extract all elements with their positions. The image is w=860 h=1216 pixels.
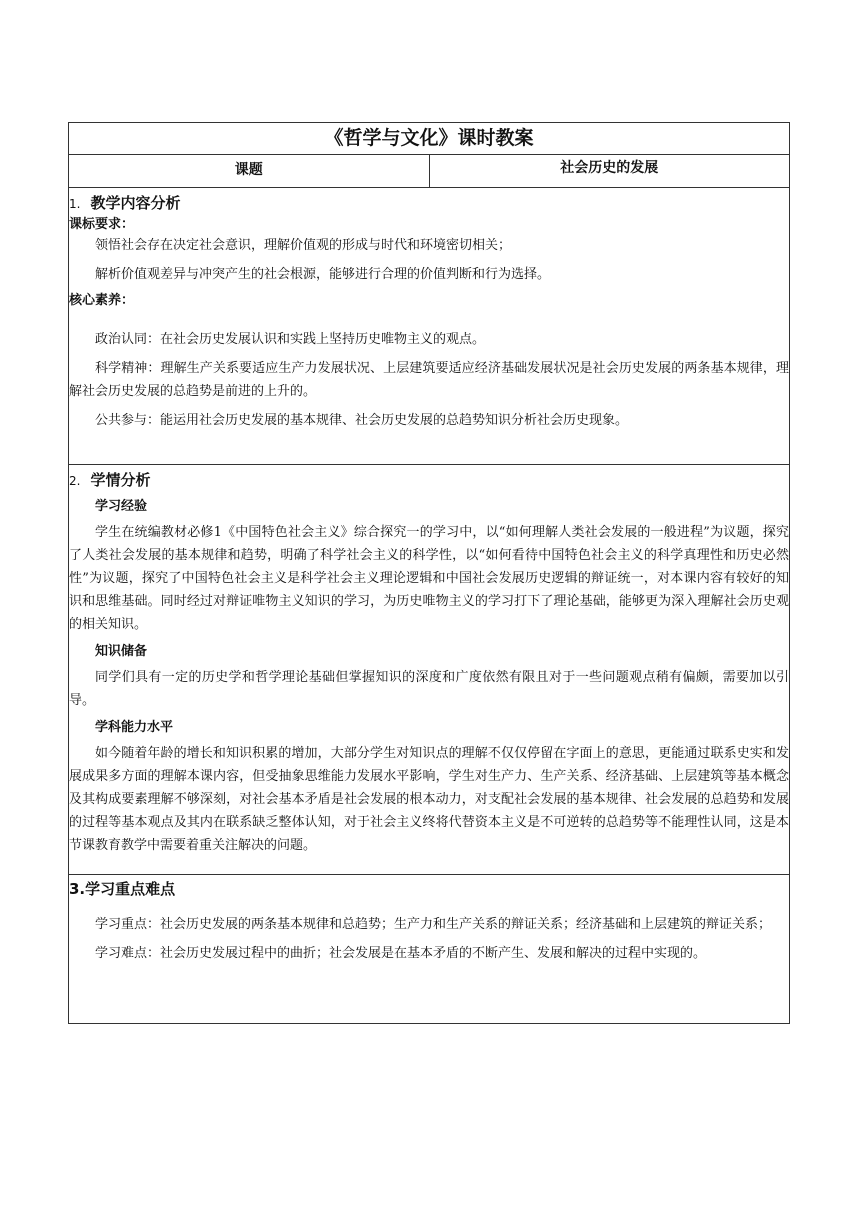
knowledge-text: 同学们具有一定的历史学和哲学理论基础但掌握知识的深度和广度依然有限且对于一些问题观点稍有偏颇，需要加以引导。	[69, 670, 789, 708]
section-heading	[69, 193, 789, 214]
section-number: 2.	[69, 474, 81, 488]
literacy-item: 科学精神：理解生产关系要适应生产力发展状况、上层建筑要适应经济基础发展状况是社会历史发展的两条基本规律，理解社会历史发展的总趋势是前进的上升的。	[69, 361, 789, 399]
key-points-text: 学习重点：社会历史发展的两条基本规律和总趋势；生产力和生产关系的辩证关系；经济基础和上层建筑的辩证关系；	[95, 917, 772, 932]
section-title: 学情分析	[90, 471, 151, 489]
section-student-analysis	[69, 465, 790, 875]
lesson-plan-table	[68, 122, 790, 1024]
standards-label: 课标要求：	[69, 217, 135, 232]
difficulty-text: 学习难点：社会历史发展过程中的曲折；社会发展是在基本矛盾的不断产生、发展和解决的过程中实现的。	[95, 946, 707, 961]
literacy-item: 公共参与：能运用社会历史发展的基本规律、社会历史发展的总趋势知识分析社会历史现象。	[95, 413, 629, 428]
literacy-item: 政治认同：在社会历史发展认识和实践上坚持历史唯物主义的观点。	[95, 332, 486, 347]
section-title: 教学内容分析	[90, 194, 181, 212]
ability-heading: 学科能力水平	[95, 720, 174, 735]
section-heading: 3.学习重点难点	[69, 880, 176, 898]
standards-item: 领悟社会存在决定社会意识，理解价值观的形成与时代和环境密切相关；	[95, 238, 512, 253]
literacy-label: 核心素养：	[69, 293, 135, 308]
section-key-points	[69, 875, 790, 1024]
experience-text: 学生在统编教材必修1《中国特色社会主义》综合探究一的学习中，以“如何理解人类社会发展的一般进程”为议题，探究了人类社会发展的基本规律和趋势，明确了科学社会主义的科学性，以“如何看待中国特色社会主义的科学真理性和历史必然性”为议题，探究了中国特色社会主义是科学社会主义理论逻辑和中国社会发展历史逻辑的辩证统一，对本课内容有较好的知识和思维基础。同时经过对辩证唯物主义知识的学习，为历史唯物主义的学习打下了理论基础，能够更为深入理解社会历史观的相关知识。	[69, 525, 789, 632]
topic-label: 课题	[69, 155, 430, 188]
page-title: 《哲学与文化》课时教案	[69, 123, 790, 155]
standards-item: 解析价值观差异与冲突产生的社会根源，能够进行合理的价值判断和行为选择。	[95, 267, 551, 282]
section-heading	[69, 470, 789, 491]
knowledge-heading: 知识储备	[95, 644, 148, 659]
section-number: 1.	[69, 197, 81, 211]
experience-heading: 学习经验	[95, 499, 148, 514]
section-content-analysis	[69, 188, 790, 465]
ability-text: 如今随着年龄的增长和知识积累的增加，大部分学生对知识点的理解不仅仅停留在字面上的意思，更能通过联系史实和发展成果多方面的理解本课内容，但受抽象思维能力发展水平影响，学生对生产力、生产关系、经济基础、上层建筑等基本概念及其构成要素理解不够深刻，对社会基本矛盾是社会发展的根本动力，对支配社会发展的基本规律、社会发展的总趋势和发展的过程等基本观点及其内在联系缺乏整体认知，对于社会主义终将代替资本主义是不可逆转的总趋势等不能理性认同，这是本节课教育教学中需要着重关注解决的问题。	[69, 746, 789, 853]
topic-value: 社会历史的发展	[429, 155, 790, 188]
